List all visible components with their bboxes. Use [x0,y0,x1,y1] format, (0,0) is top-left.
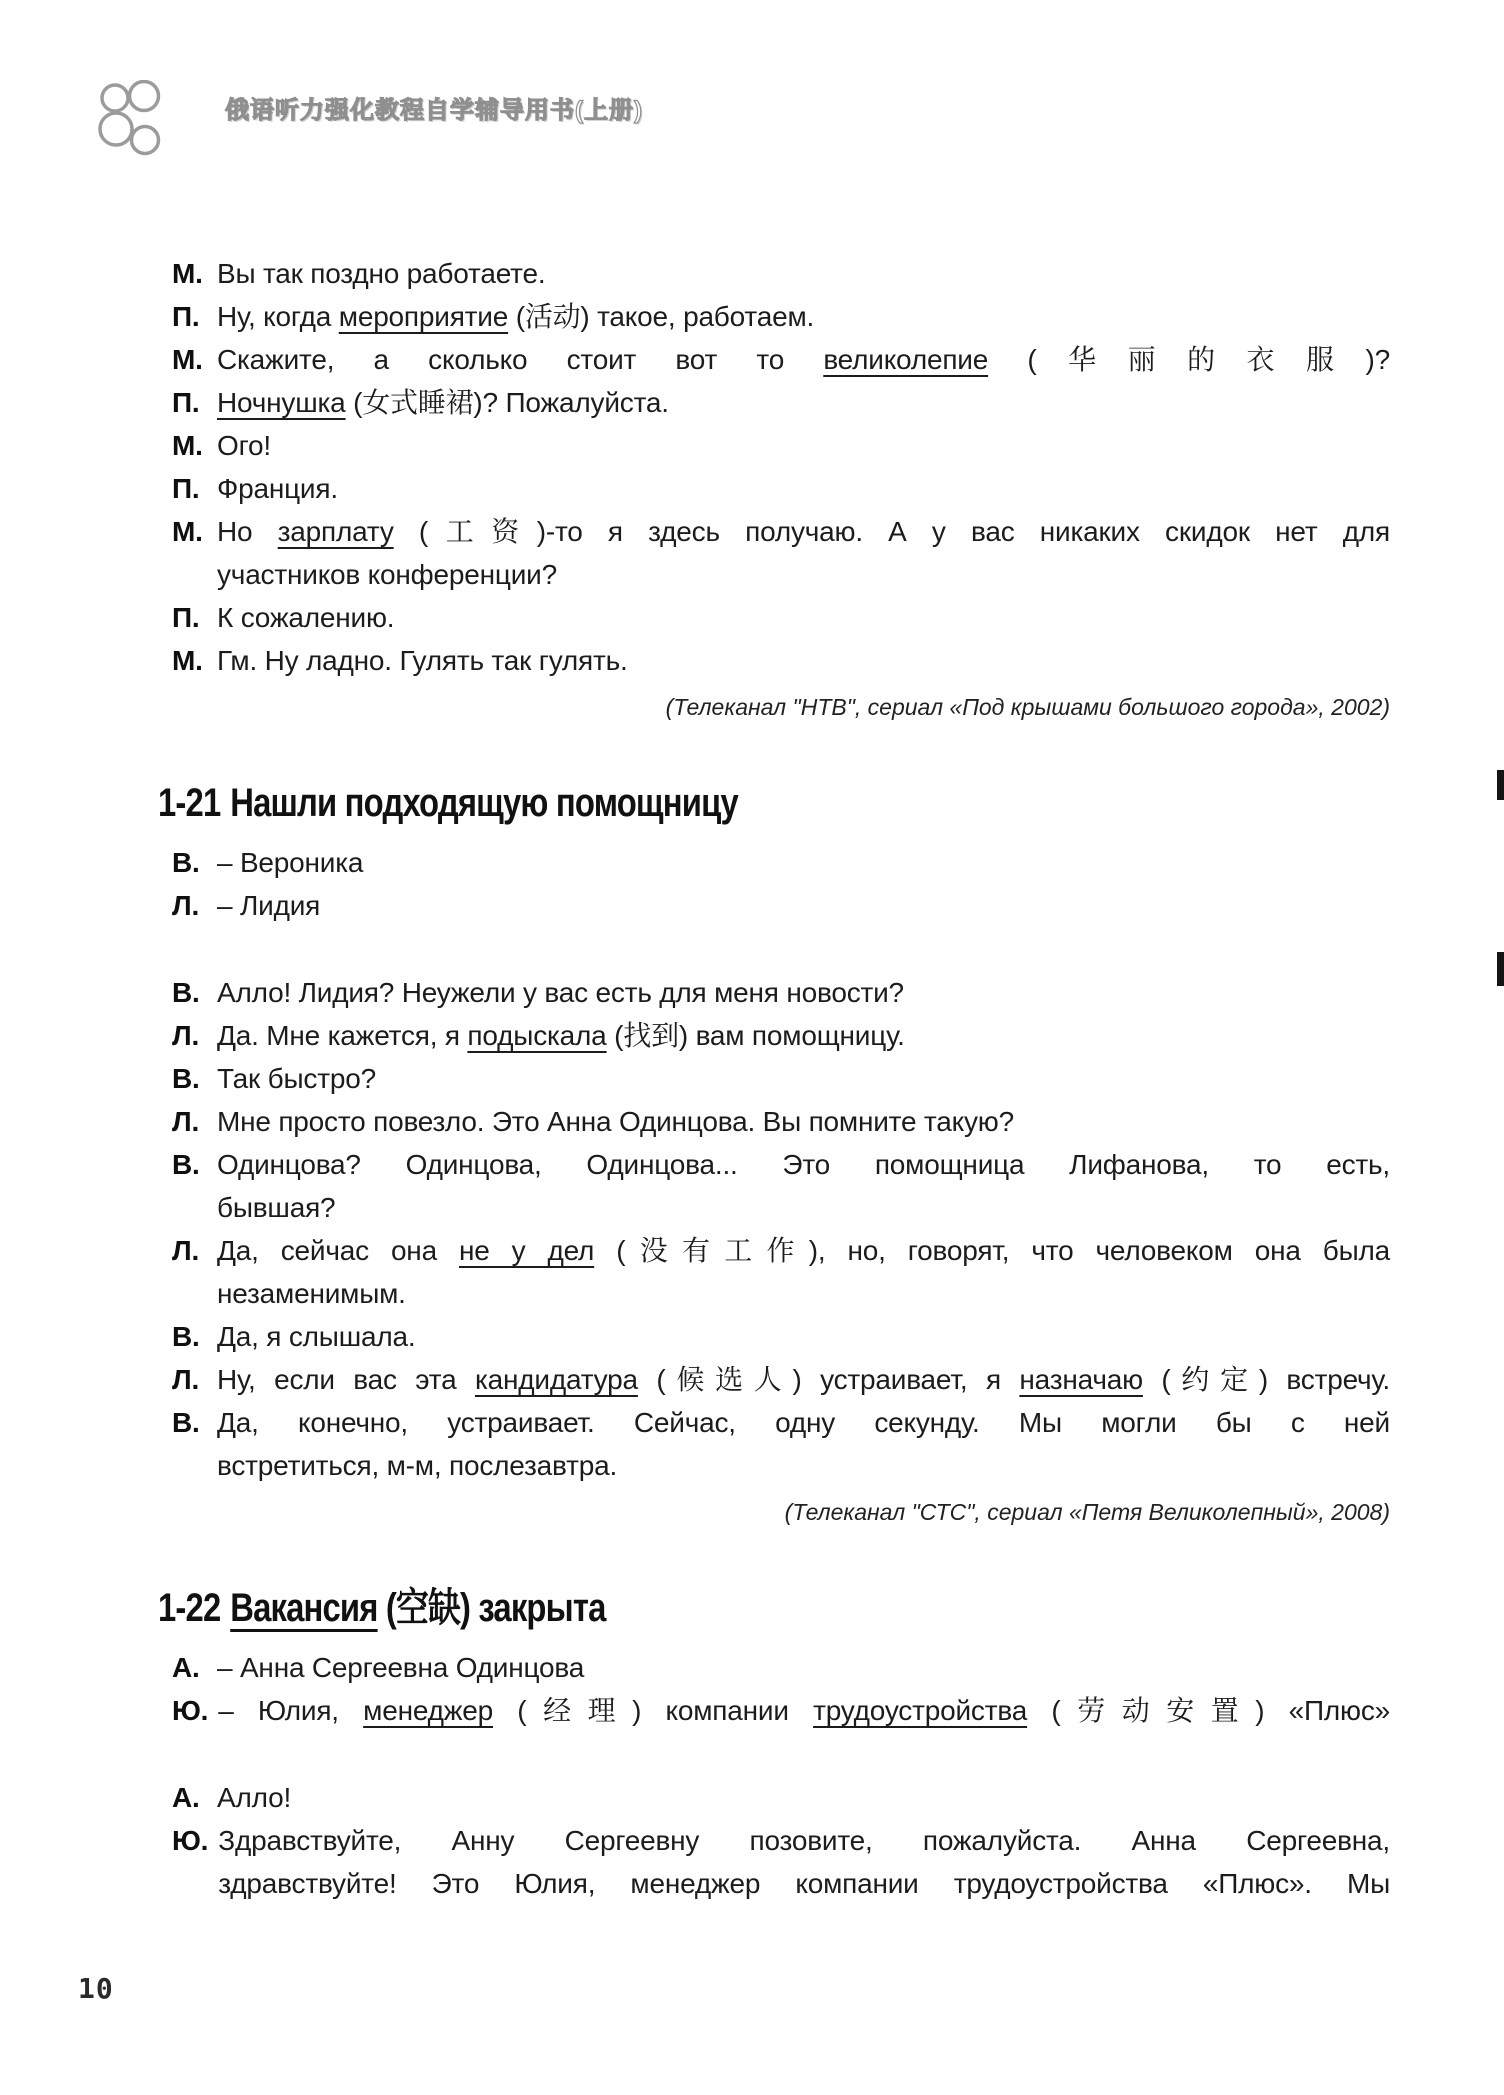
text-segment: К сожалению. [217,602,395,633]
dialogue-line [217,510,1390,553]
text-segment: Ну, когда [217,301,339,332]
dialogue-entry [172,1401,1390,1487]
dialogue-line [217,1186,1390,1229]
source-attribution: (Телеканал "СТС", сериал «Петя Великолепный», 2008) [784,1499,1390,1525]
speaker-label: В. [172,1063,200,1094]
speaker-label: П. [172,387,200,418]
text-segment: Да, сейчас она [217,1235,459,1266]
text-segment: бывшая? [217,1192,336,1223]
underlined-term: не у дел [458,1235,595,1266]
speaker-label: Ю. [172,1695,209,1726]
speaker-label: П. [172,602,200,633]
underlined-term: Вакансия [230,1586,378,1630]
dialogue-line [218,1689,1390,1732]
four-rings-logo-icon [93,80,173,164]
dialogue-entry [172,338,1390,381]
text-segment: Да, я слышала. [217,1321,416,1352]
dialogue-text [218,1689,1390,1732]
text-segment: Здравствуйте, Анну Сергеевну позовите, пожалуйста. Анна Сергеевна, [218,1825,1390,1856]
underlined-term: зарплату [277,516,394,547]
speaker-label: В. [172,977,200,1008]
dialogue-text [217,381,1390,424]
dialogue-entry [172,1315,1390,1358]
text-segment: (没有工作), но, говорят, что человеком она была [594,1235,1391,1266]
dialogue-line [217,596,1390,639]
dialogue-entry [172,971,1390,1014]
dialogue-text [217,1776,1390,1819]
dialogue-entry [172,1143,1390,1229]
underlined-term: Ночнушка [217,387,346,418]
dialogue-text [217,338,1390,381]
scan-artifact-mark [1497,952,1504,986]
text-segment: Да, конечно, устраивает. Сейчас, одну секунду. Мы могли бы с ней [217,1407,1390,1438]
speaker-label: В. [172,1407,200,1438]
dialogue-text [217,1014,1390,1057]
text-segment: Ну, если вас эта [217,1364,475,1395]
text-segment: Так быстро? [217,1063,376,1094]
dialogue-entry [172,1358,1390,1401]
text-segment: участников конференции? [217,559,557,590]
dialogue-entry [172,1014,1390,1057]
text-segment: Гм. Ну ладно. Гулять так гулять. [217,645,628,676]
text-segment: Ого! [217,430,271,461]
section-heading [158,1584,1168,1632]
text-segment: Скажите, а сколько стоит вот то [217,344,824,375]
page-number: 10 [78,1972,114,2005]
speaker-list [172,841,1390,927]
dialogue-entries [172,1776,1390,1905]
dialogue-line [217,1646,1390,1689]
text-segment: Вы так поздно работаете. [217,258,546,289]
speaker-list [172,1646,1390,1732]
text-segment: (工资)-то я здесь получаю. А у вас никаких скидок нет для [393,516,1391,547]
text-segment: (候选人) устраивает, я [637,1364,1020,1395]
speaker-label: М. [172,645,203,676]
section-number: 1-21 [158,781,221,825]
underlined-term: менеджер [363,1695,494,1726]
dialogue-text [217,1315,1390,1358]
text-segment: – Лидия [217,890,321,921]
text-segment: Нашли подходящую помощницу [230,781,738,825]
text-segment: (华丽的衣服)? [988,344,1390,375]
dialogue-entry [172,841,1390,884]
dialogue-line [217,1014,1390,1057]
text-segment: – Вероника [217,847,364,878]
dialogue-text [217,1143,1390,1229]
text-segment: (活动) такое, работаем. [508,301,815,332]
section-title [230,1586,605,1630]
dialogue-entries [172,971,1390,1487]
dialogue-line [217,381,1390,424]
speaker-label: П. [172,301,200,332]
underlined-term: трудоустройства [813,1695,1028,1726]
dialogue-line [217,971,1390,1014]
dialogue-entry [172,467,1390,510]
speaker-label: А. [172,1782,200,1813]
text-segment: – Анна Сергеевна Одинцова [217,1652,585,1683]
section-title [230,781,738,825]
dialogue-text [218,1819,1390,1905]
section-number: 1-22 [158,1586,221,1630]
dialogue-entry [172,1646,1390,1689]
text-segment: (女式睡裙)? Пожалуйста. [345,387,669,418]
text-segment: Мне просто повезло. Это Анна Одинцова. Вы помните такую? [217,1106,1014,1137]
dialogue-entry [172,381,1390,424]
dialogue-entry [172,1776,1390,1819]
text-segment: встретиться, м-м, послезавтра. [217,1450,618,1481]
dialogue-text [217,1646,1390,1689]
dialogue-line [217,467,1390,510]
dialogue-text [217,596,1390,639]
dialogue-section [158,1584,1391,1905]
dialogue-entries [172,252,1390,682]
dialogue-line [217,338,1390,381]
underlined-term: мероприятие [338,301,509,332]
dialogue-line [217,1358,1390,1401]
speaker-label: Л. [172,890,200,921]
book-title: 俄语听力强化教程自学辅导用书(上册) [225,97,643,124]
dialogue-section [158,779,1391,1532]
dialogue-text [217,639,1390,682]
dialogue-line [217,1444,1390,1487]
text-segment: Алло! [217,1782,292,1813]
speaker-label: Л. [172,1020,200,1051]
dialogue-text [217,510,1390,596]
text-segment: (约定) встречу. [1142,1364,1390,1395]
dialogue-line [217,1401,1390,1444]
speaker-label: М. [172,258,203,289]
dialogue-line [217,295,1390,338]
text-segment: (找到) вам помощницу. [606,1020,905,1051]
speaker-label: В. [172,1149,200,1180]
dialogue-line [217,553,1390,596]
speaker-label: М. [172,344,203,375]
dialogue-line [217,1315,1390,1358]
dialogue-text [217,424,1390,467]
dialogue-entry [172,1689,1390,1732]
dialogue-line [217,884,1390,927]
text-segment: Алло! Лидия? Неужели у вас есть для меня новости? [217,977,904,1008]
dialogue-entry [172,1229,1390,1315]
dialogue-entry [172,295,1390,338]
text-segment: Но [217,516,278,547]
speaker-label: П. [172,473,200,504]
dialogue-line [218,1819,1390,1862]
dialogue-text [217,841,1390,884]
text-segment: Одинцова? Одинцова, Одинцова... Это помощница Лифанова, то есть, [217,1149,1390,1180]
dialogue-entry [172,1057,1390,1100]
page-content [158,252,1391,1905]
dialogue-entry [172,1100,1390,1143]
dialogue-line [217,1229,1390,1272]
text-segment: Да. Мне кажется, я [217,1020,468,1051]
dialogue-entry [172,884,1390,927]
text-segment: – Юлия, [218,1695,364,1726]
dialogue-entry [172,1819,1390,1905]
dialogue-text [217,1358,1390,1401]
dialogue-text [217,884,1390,927]
speaker-label: Л. [172,1364,200,1395]
dialogue-text [217,971,1390,1014]
text-segment: незаменимым. [217,1278,406,1309]
dialogue-entry [172,510,1390,596]
section-heading [158,779,1168,827]
speaker-label: Л. [172,1235,200,1266]
speaker-label: Л. [172,1106,200,1137]
underlined-term: великолепие [823,344,989,375]
source-attribution: (Телеканал "НТВ", сериал «Под крышами большого города», 2002) [665,694,1390,720]
speaker-label: Ю. [172,1825,209,1856]
text-segment: здравствуйте! Это Юлия, менеджер компании трудоустройства «Плюс». Мы [218,1868,1390,1899]
speaker-label: В. [172,1321,200,1352]
scan-artifact-mark [1497,770,1504,800]
text-segment: (经理) компании [493,1695,814,1726]
speaker-label: А. [172,1652,200,1683]
dialogue-entry [172,596,1390,639]
dialogue-text [217,295,1390,338]
dialogue-entry [172,252,1390,295]
dialogue-text [217,467,1390,510]
dialogue-line [217,1057,1390,1100]
dialogue-line [217,424,1390,467]
speaker-label: В. [172,847,200,878]
text-segment: Франция. [217,473,338,504]
dialogue-line [217,1776,1390,1819]
text-segment: (空缺) закрыта [377,1586,606,1630]
dialogue-text [217,1100,1390,1143]
dialogue-text [217,1057,1390,1100]
speaker-label: М. [172,430,203,461]
dialogue-line [217,639,1390,682]
dialogue-line [218,1862,1390,1905]
underlined-term: подыскала [467,1020,607,1051]
dialogue-line [217,1100,1390,1143]
dialogue-line [217,252,1390,295]
dialogue-text [217,1229,1390,1315]
dialogue-line [217,1143,1390,1186]
dialogue-entry [172,639,1390,682]
text-segment: (劳动安置) «Плюс» [1027,1695,1391,1726]
dialogue-text [217,252,1390,295]
dialogue-line [217,1272,1390,1315]
dialogue-line [217,841,1390,884]
dialogue-text [217,1401,1390,1487]
underlined-term: назначаю [1019,1364,1143,1395]
page-header [93,80,643,164]
speaker-label: М. [172,516,203,547]
underlined-term: кандидатура [474,1364,638,1395]
dialogue-entry [172,424,1390,467]
dialogue-section [172,252,1390,727]
